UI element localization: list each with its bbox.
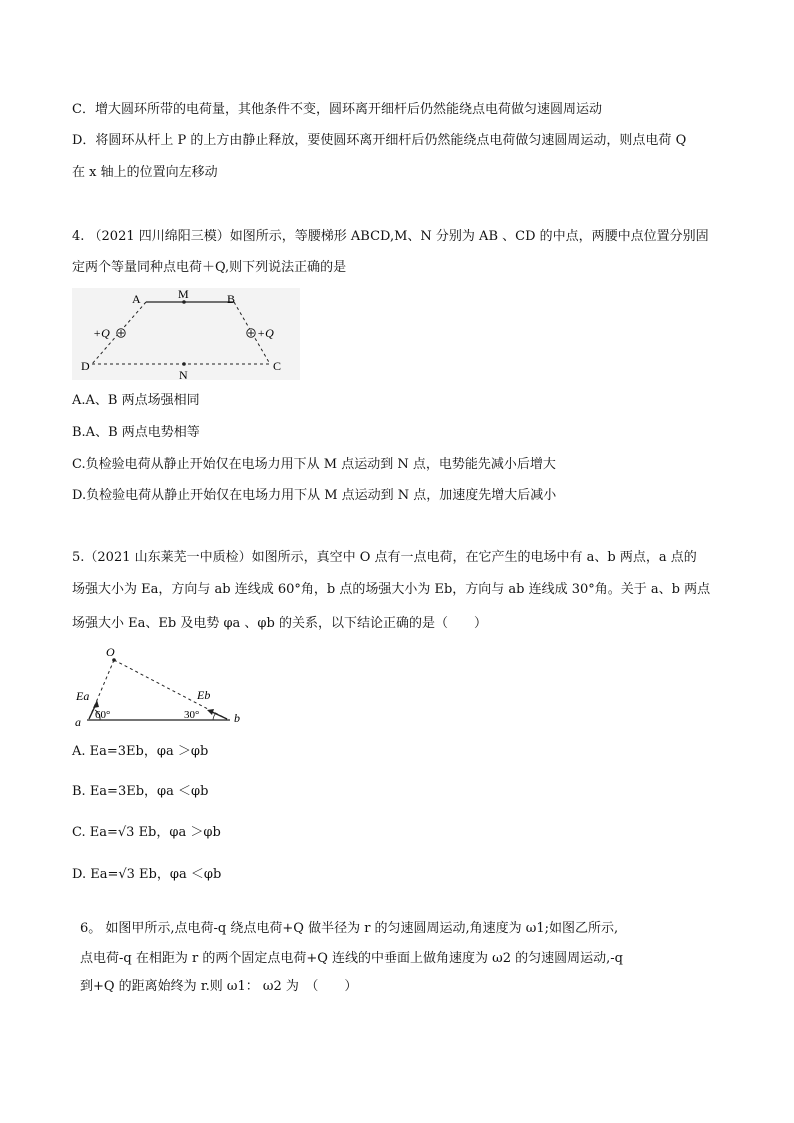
label-charge-right: +Q xyxy=(257,326,274,340)
q5-field-figure xyxy=(72,642,257,732)
label-b: b xyxy=(234,711,240,725)
label-angle-60: 60° xyxy=(95,709,111,721)
label-angle-30: 30° xyxy=(184,709,200,721)
q5-stem-line3: 场强大小 Ea、Eb 及电势 φa 、φb 的关系，以下结论正确的是（ ） xyxy=(72,616,487,631)
label-eb: Eb xyxy=(197,688,211,702)
q4-option-d: D.负检验电荷从静止开始仅在电场力用下从 M 点运动到 N 点，加速度先增大后减小 xyxy=(72,488,557,503)
q4-stem-line1: 4. （2021 四川绵阳三模）如图所示，等腰梯形 ABCD,M、N 分别为 AB 、CD 的中点，两腰中点位置分别固 xyxy=(72,229,709,244)
q5-option-b: B. Ea=3Eb，φa ＜φb xyxy=(72,784,209,799)
q3-option-c: C．增大圆环所带的电荷量，其他条件不变，圆环离开细杆后仍然能绕点电荷做匀速圆周运动 xyxy=(72,102,602,117)
q4-trapezoid-figure xyxy=(72,288,300,380)
q4-option-c: C.负检验电荷从静止开始仅在电场力用下从 M 点运动到 N 点，电势能先减小后增大 xyxy=(72,457,556,472)
label-c: C xyxy=(273,359,282,373)
q3-option-d-line1: D．将圆环从杆上 P 的上方由静止释放，要使圆环离开细杆后仍然能绕点电荷做匀速圆周运动，则点电荷 Q xyxy=(72,133,687,148)
q4-option-b: B.A、B 两点电势相等 xyxy=(72,425,200,440)
q5-option-d: D. Ea=√3 Eb，φa ＜φb xyxy=(72,867,222,882)
q4-stem-line2: 定两个等量同种点电荷＋Q,则下列说法正确的是 xyxy=(72,260,347,275)
label-d: D xyxy=(81,359,90,373)
q5-stem-line1: 5.（2021 山东莱芜一中质检）如图所示，真空中 O 点有一点电荷，在它产生的电场中有 a、b 两点，a 点的 xyxy=(72,550,697,565)
angle-arc-b xyxy=(213,713,216,720)
label-ea: Ea xyxy=(76,689,90,703)
q3-option-d-line2: 在 x 轴上的位置向左移动 xyxy=(72,165,218,180)
label-a: A xyxy=(132,292,141,306)
q4-option-a: A.A、B 两点场强相同 xyxy=(72,393,200,408)
q5-option-a: A. Ea=3Eb，φa ＞φb xyxy=(72,744,209,759)
label-b: B xyxy=(227,292,236,306)
point-n xyxy=(182,362,186,366)
q5-stem-line2: 场强大小为 Ea，方向与 ab 连线成 60°角，b 点的场强大小为 Eb，方向与 ab 连线成 30°角。关于 a、b 两点 xyxy=(72,582,711,597)
q6-stem-line1: 6。 如图甲所示,点电荷-q 绕点电荷+Q 做半径为 r 的匀速圆周运动,角速度为 ω1;如图乙所示, xyxy=(80,921,619,936)
q5-option-c: C. Ea=√3 Eb，φa ＞φb xyxy=(72,825,221,840)
q6-stem-line3: 到+Q 的距离始终为 r.则 ω1： ω2 为 （ ） xyxy=(80,979,358,994)
arrow-eb xyxy=(207,709,214,715)
label-o: O xyxy=(106,645,115,659)
label-a: a xyxy=(75,715,81,729)
label-n: N xyxy=(179,368,188,380)
q6-stem-line2: 点电荷-q 在相距为 r 的两个固定点电荷+Q 连线的中垂面上做角速度为 ω2 的匀速圆周运动,-q xyxy=(80,951,623,966)
label-charge-left: +Q xyxy=(93,326,110,340)
label-m: M xyxy=(178,288,189,301)
